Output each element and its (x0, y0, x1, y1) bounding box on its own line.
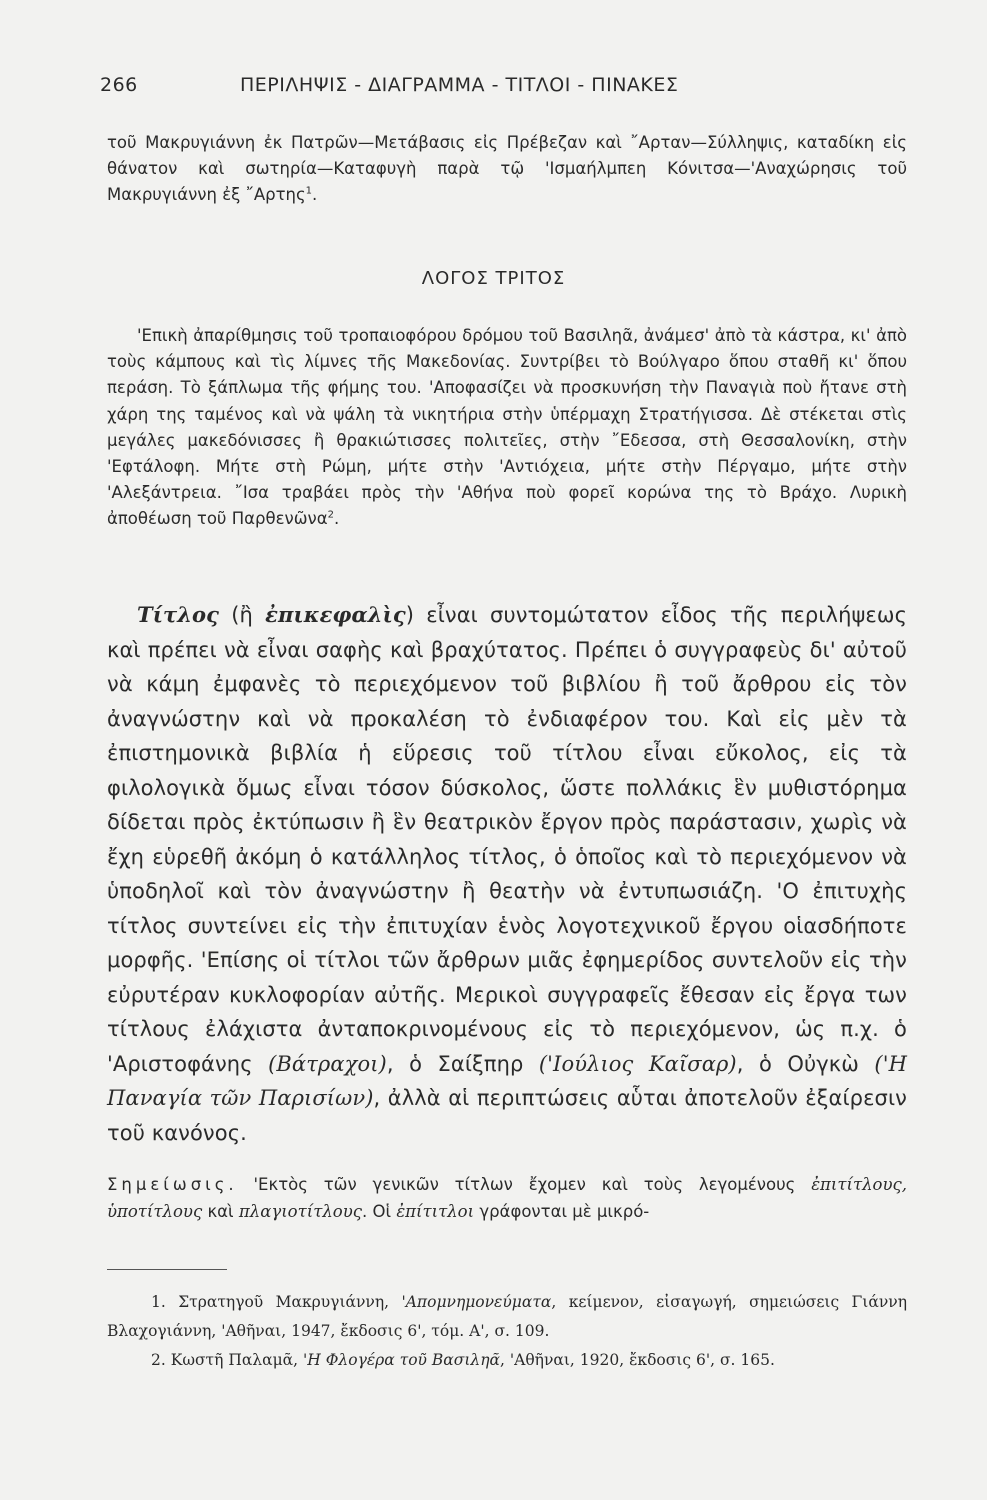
footnote-rest: , 'Αθῆναι, 1920, ἔκδοσις 6', σ. 165. (500, 1351, 775, 1369)
term-title: Τίτλος (137, 602, 220, 627)
note-label: Σημείωσις. (107, 1175, 238, 1194)
footnote-author: Στρατηγοῦ Μακρυγιάννη, (178, 1293, 402, 1311)
continuation-text: τοῦ Μακρυγιάννη ἐκ Πατρῶν—Μετάβασις εἰς Πρέβεζαν καὶ ῎Αρταν—Σύλληψις, καταδίκη εἰς θάνατον καὶ σωτηρία—Καταφυγὴ παρὰ τῷ 'Ισμαήλμπεη Κόνιτσα—'Αναχώρησις τοῦ Μακρυγιάννη ἐξ ῎Αρτης (107, 133, 907, 205)
work-title-caesar: ('Ιούλιος Καῖσαρ) (538, 1051, 737, 1076)
page-number: 266 (100, 74, 138, 96)
footnote-title: 'Η Φλογέρα τοῦ Βασιληᾶ (303, 1351, 501, 1369)
footnote-rule (107, 1269, 227, 1270)
footnote-ref-2[interactable]: 2 (327, 509, 334, 521)
footnote-1 (107, 1288, 907, 1346)
main-sep-1: , ὁ Σαίξπηρ (386, 1051, 539, 1076)
footnote-rest: , κείμενον, εἰσαγωγή, σημειώσεις Γιάννη Βλαχογιάννη, 'Αθῆναι, 1947, ἔκδοσις 6', τόμ. Α', σ. 109. (107, 1293, 907, 1340)
note-paragraph (107, 1172, 907, 1225)
footnote-number: 2. (151, 1351, 166, 1369)
section-heading: ΛΟΓΟΣ ΤΡΙΤΟΣ (421, 268, 566, 289)
main-body: ) εἶναι συντομώτατον εἶδος τῆς περιλήψεως καὶ πρέπει νὰ εἶναι σαφὴς καὶ βραχύτατος. Πρέπει ὁ συγγραφεὺς δι' αὐτοῦ νὰ κάμη ἐμφανὲς τὸ περιεχόμενον τοῦ βιβλίου ἢ τοῦ ἄρθρου εἰς τὸν ἀναγνώστην καὶ νὰ προκαλέση τὸ ἐνδιαφέρον του. Καὶ εἰς μὲν τὰ ἐπιστημονικὰ βιβλία ἡ εὕρεσις τοῦ τίτλου εἶναι εὔκολος, εἰς τὰ φιλολογικὰ ὅμως εἶναι τόσον δύσκολος, ὥστε πολλάκις ἓν μυθιστόρημα δίδεται πρὸς ἐκτύπωσιν ἢ ἓν θεατρικὸν ἔργον πρὸς παράστασιν, χωρὶς νὰ ἔχη εὑρεθῆ ἀκόμη ὁ κατάλληλος τίτλος, ὁ ὁποῖος καὶ τὸ περιεχόμενον νὰ ὑποδηλοῖ καὶ τὸν ἀναγνώστην ἢ θεατὴν νὰ ἐντυπωσιάζη. 'Ο ἐπιτυχὴς τίτλος συντείνει εἰς τὴν ἐπιτυχίαν ἑνὸς λογοτεχνικοῦ ἔργου οἱασδήποτε μορφῆς. 'Επίσης οἱ τίτλοι τῶν ἄρθρων μιᾶς ἐφημερίδος συντελοῦν εἰς τὴν εὐρυτέραν κυκλοφορίαν αὐτῆς. Μερικοὶ συγγραφεῖς ἔθεσαν εἰς ἔργα των τίτλους ἐλάχιστα ἀνταποκρινομένους εἰς τὸ περιεχόμενον, ὡς π.χ. ὁ 'Αριστοφάνης (107, 603, 907, 1076)
note-italic-1: ἐπιτίτλους, ὑποτίτλους (107, 1175, 907, 1221)
footnote-title: 'Απομνημονεύματα (401, 1293, 552, 1311)
note-text-4: γράφονται μὲ μικρό- (474, 1201, 650, 1221)
continuation-paragraph (107, 130, 907, 209)
footnote-ref-1[interactable]: 1 (305, 185, 313, 197)
section-end: . (334, 509, 340, 529)
note-text-1: 'Εκτὸς τῶν γενικῶν τίτλων ἔχομεν καὶ τοὺς λεγομένους (237, 1175, 812, 1194)
footnote-number: 1. (151, 1293, 166, 1311)
section-summary (107, 323, 907, 533)
work-title-frogs: (Βάτραχοι) (268, 1051, 387, 1076)
note-italic-2: πλαγιοτίτλους (238, 1201, 362, 1221)
main-sep-2: , ὁ Οὐγκὼ (736, 1051, 875, 1076)
note-text-3: . Οἱ (362, 1201, 397, 1221)
note-italic-3: ἐπίτιτλοι (396, 1201, 475, 1221)
work-title-notre-dame: ('Η Παναγία τῶν Παρισίων) (107, 1051, 908, 1110)
footnote-2 (107, 1346, 907, 1375)
main-paragraph (107, 598, 907, 1150)
running-title: ΠΕΡΙΛΗΨΙΣ - ΔΙΑΓΡΑΜΜΑ - ΤΙΤΛΟΙ - ΠΙΝΑΚΕΣ (240, 74, 679, 96)
note-text-2: καὶ (202, 1201, 239, 1221)
continuation-end: . (312, 185, 318, 205)
footnote-author: Κωστῆ Παλαμᾶ, (170, 1351, 303, 1369)
page-header (100, 74, 890, 106)
main-end: , ἀλλὰ αἱ περιπτώσεις αὗται ἀποτελοῦν ἐξαίρεσιν τοῦ κανόνος. (107, 1086, 907, 1145)
footnotes (107, 1288, 907, 1375)
paren-open: (ἢ (231, 603, 266, 627)
term-heading: ἐπικεφαλὶς (265, 602, 406, 627)
section-text: 'Επικὴ ἀπαρίθμησις τοῦ τροπαιοφόρου δρόμου τοῦ Βασιληᾶ, ἀνάμεσ' ἀπὸ τὰ κάστρα, κι' ἀπὸ τοὺς κάμπους καὶ τὶς λίμνες τῆς Μακεδονίας. Συντρίβει τὸ Βούλγαρο ὅπου σταθῆ κι' ὅπου περάση. Τὸ ξάπλωμα τῆς φήμης του. 'Αποφασίζει νὰ προσκυνήση τὴν Παναγιὰ ποὺ ἤτανε στὴ χάρη της ταμένος καὶ νὰ ψάλη τὰ νικητήρια στὴν ὑπέρμαχη Στρατήγισσα. Δὲ στέκεται στὶς μεγάλες μακεδόνισσες ἢ θρακιώτισσες πολιτεῖες, στὴν ῎Εδεσσα, στὴ Θεσσαλονίκη, στὴν 'Εφτάλοφη. Μήτε στὴ Ρώμη, μήτε στὴν 'Αντιόχεια, μήτε στὴν Πέργαμο, μήτε στὴν 'Αλεξάντρεια. ῎Ισα τραβάει πρὸς τὴν 'Αθήνα ποὺ φορεῖ κορώνα της τὸ Βράχο. Λυρικὴ ἀποθέωση τοῦ Παρθενῶνα (107, 326, 907, 529)
